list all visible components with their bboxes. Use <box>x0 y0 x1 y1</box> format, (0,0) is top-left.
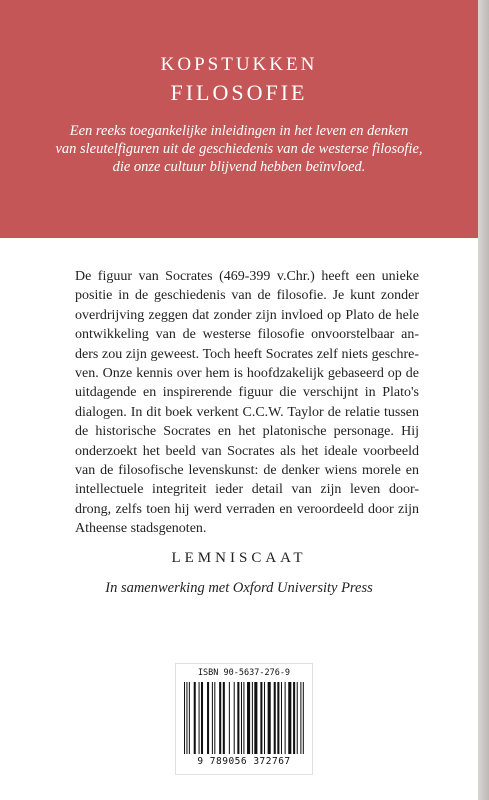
barcode-bar <box>297 682 298 754</box>
isbn-label: ISBN 90-5637-276-9 <box>197 668 291 678</box>
blurb-line: positie in de geschiedenis van de filosofie. Je kunt zonder <box>75 288 419 304</box>
barcode-bar <box>186 682 187 754</box>
page-edge <box>478 0 489 800</box>
blurb-line: van de filosofische levenskunst: de denker wiens morele en <box>75 463 419 479</box>
barcode-bar <box>219 682 221 754</box>
blurb-line: De figuur van Socrates (469-399 v.Chr.) heeft een unieke <box>75 269 419 284</box>
blurb-line: dialogen. In dit boek verkent C.C.W. Taylor de relatie tussen <box>75 404 419 420</box>
barcode-bar <box>293 682 295 754</box>
blurb-line: overdrijving zeggen dat zonder zijn invloed op Plato de hele <box>75 307 419 323</box>
blurb-line: Atheense stadsgenoten. <box>75 521 207 537</box>
blurb-line: ven. Onze kennis over hem is hoofdzakelijk gebaseerd op de <box>75 366 419 382</box>
barcode-bar <box>260 682 262 754</box>
blurb-line: onderzoekt het beeld van Socrates als het ideale voorbeeld <box>75 443 419 459</box>
barcode-bar <box>199 682 200 754</box>
series-tagline <box>20 122 458 176</box>
book-description <box>75 267 419 539</box>
barcode-bar <box>274 682 276 754</box>
barcode-bar <box>277 682 279 754</box>
barcode-bar <box>214 682 215 754</box>
barcode-bar <box>201 682 203 754</box>
barcode-bar <box>207 682 209 754</box>
barcode-bar <box>243 682 244 754</box>
barcode-bars <box>184 682 304 756</box>
barcode-bar <box>223 682 225 754</box>
blurb-line: ontwikkeling van de westerse filosofie onvoorstelbaar an- <box>75 327 419 343</box>
barcode-bar <box>247 682 250 754</box>
blurb-line: intellectuele integriteit ieder detail van zijn leven door- <box>75 482 419 498</box>
barcode-bar <box>184 682 185 754</box>
barcode-bar <box>288 682 291 754</box>
blurb-line: uitdagende en inspirerende figuur die verschijnt in Plato's <box>75 385 419 401</box>
barcode-bar <box>285 682 286 754</box>
cooperation-note: In samenwerking met Oxford University Press <box>105 580 373 596</box>
publisher-name: LEMNISCAAT <box>171 550 307 566</box>
barcode-bar <box>264 682 265 754</box>
barcode-bar <box>229 682 230 754</box>
series-name-top: KOPSTUKKEN <box>160 54 318 75</box>
ean-number: 9 789056 372767 <box>197 756 291 767</box>
tagline-line: die onze cultuur blijvend hebben beïnvloed. <box>112 159 366 175</box>
series-name-bottom: FILOSOFIE <box>170 80 308 105</box>
barcode-bar <box>300 682 301 754</box>
barcode-bar <box>212 682 213 754</box>
barcode-bar <box>281 682 282 754</box>
tagline-line: Een reeks toegankelijke inleidingen in het leven en denken <box>69 123 409 139</box>
barcode-bar <box>189 682 190 754</box>
barcode-bar <box>254 682 257 754</box>
barcode-bar <box>237 682 239 754</box>
barcode-bar <box>234 682 235 754</box>
blurb-line: drong, zelfs toen hij werd verraden en veroordeeld door zijn <box>75 501 419 517</box>
series-banner <box>0 0 478 238</box>
blurb-line: ders zou zijn geweest. Toch heeft Socrates zelf niets geschre- <box>75 346 419 362</box>
isbn-barcode <box>175 663 313 775</box>
barcode-bar <box>241 682 242 754</box>
barcode-bar <box>268 682 271 754</box>
tagline-line: van sleutelfiguren uit de geschiedenis van de westerse filosofie, <box>55 141 423 157</box>
barcode-bar <box>194 682 196 754</box>
barcode-bar <box>252 682 253 754</box>
blurb-line: de historische Socrates en het platonische personage. Hij <box>75 424 419 440</box>
barcode-bar <box>303 682 304 754</box>
